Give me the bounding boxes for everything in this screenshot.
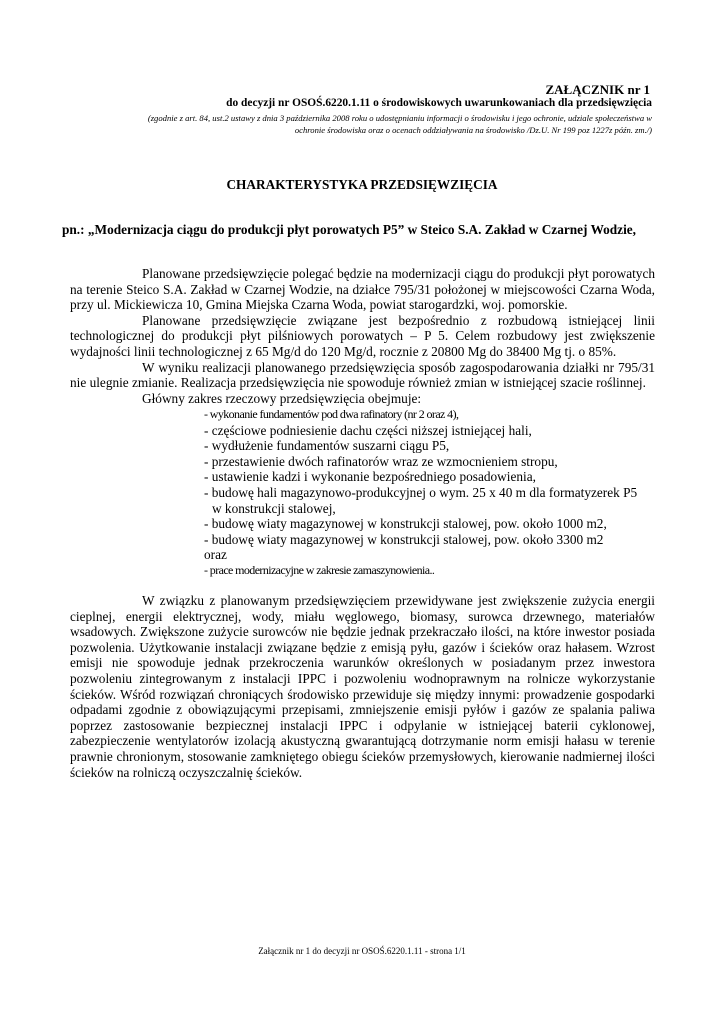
list-item: - budowę wiaty magazynowej w konstrukcji stalowej, pow. około 1000 m2, <box>204 516 607 532</box>
environmental-impact-section <box>70 593 655 780</box>
list-item: - budowę hali magazynowo-produkcyjnej o wym. 25 x 40 m dla formatyzerek P5 <box>204 484 638 500</box>
attachment-subtitle: do decyzji nr OSOŚ.6220.1.11 o środowiskowych uwarunkowaniach dla przedsięwzięcia <box>226 97 652 109</box>
paragraph-land-use: W wyniku realizacji planowanego przedsięwzięcia sposób zagospodarowania działki nr 795/31 nie ulegnie zmianie. Realizacja przedsięwzięcia nie spowoduje również zmian w istniejącej szacie roślinnej. <box>70 359 655 391</box>
list-item: - przestawienie dwóch rafinatorów wraz ze wzmocnieniem stropu, <box>204 453 558 469</box>
list-item: - ustawienie kadzi i wykonanie bezpośredniego posadowienia, <box>204 469 536 485</box>
list-item: - prace modernizacyjne w zakresie zamaszynowienia.. <box>204 562 435 577</box>
list-item: - budowę wiaty magazynowej w konstrukcji stalowej, pow. około 3300 m2 <box>204 531 604 547</box>
attachment-title: ZAŁĄCZNIK nr 1 <box>545 82 650 97</box>
description-section <box>70 266 655 406</box>
document-title: CHARAKTERYSTYKA PRZEDSIĘWZIĘCIA <box>226 177 498 192</box>
paragraph-purpose: Planowane przedsięwzięcie związane jest bezpośrednio z rozbudową istniejącej linii technologicznej do produkcji płyt pilśniowych porowatych – P 5. Celem rozbudowy jest zwiększenie wydajności linii technologicznej z 65 Mg/d do 120 Mg/d, rocznie z 20800 Mg do 38400 Mg tj. o 85%. <box>70 312 655 359</box>
legal-basis-note <box>52 112 652 136</box>
paragraph-scope-intro: Główny zakres rzeczowy przedsięwzięcia obejmuje: <box>142 390 422 406</box>
legal-note-line-2: ochronie środowiska oraz o ocenach oddziaływania na środowisko /Dz.U. Nr 199 poz 1227z późn. zm./) <box>294 125 652 135</box>
legal-note-line-1: (zgodnie z art. 84, ust.2 ustawy z dnia 3 października 2008 roku o udostępnianiu informacji o środowisku i jego ochronie, udziale społeczeństwa w <box>147 113 652 123</box>
project-name: pn.: „Modernizacja ciągu do produkcji płyt porowatych P5” w Steico S.A. Zakład w Czarnej Wodzie, <box>62 222 636 237</box>
list-item: - wykonanie fundamentów pod dwa rafinatory (nr 2 oraz 4), <box>204 407 459 421</box>
scope-list <box>204 407 674 579</box>
paragraph-environmental-impact: W związku z planowanym przedsięwzięciem przewidywane jest zwiększenie zużycia energii cieplnej, energii elektrycznej, wody, miału węglowego, biomasy, surowca drzewnego, materiałów wsadowych. Zwiększone zużycie surowców nie będzie jednak przekraczało ilości, na które inwestor posiada pozwolenia. Użytkowanie instalacji związane będzie z emisją pyłu, gazów i ścieków oraz hałasem. Wzrost emisji nie spowoduje jednak przekroczenia warunków określonych w posiadanym przez inwestora pozwoleniu zintegrowanym z instalacji IPPC i pozwoleniu wodnoprawnym na rolnicze wykorzystanie ścieków. Wśród rozwiązań chroniących środowisko przewiduje się między innymi: prowadzenie gospodarki odpadami zgodnie z obowiązującymi przepisami, zmniejszenie emisji pyłów i gazów ze spalania paliwa poprzez zastosowanie bezpiecznej instalacji IPPC i odpylanie w istniejącej baterii cyklonowej, zabezpieczenie wentylatorów izolacją akustyczną gwarantującą dotrzymanie norm emisji hałasu w terenie prawnie chronionym, stosowanie zamkniętego obiegu ścieków przemysłowych, kierowanie nadmiernej ilości ścieków na rolniczą oczyszczalnię ścieków. <box>70 593 655 780</box>
paragraph-location: Planowane przedsięwzięcie polegać będzie na modernizacji ciągu do produkcji płyt porowatych na terenie Steico S.A. Zakład w Czarnej Wodzie, na działce 795/31 położonej w miejscowości Czarna Woda, przy ul. Mickiewicza 10, Gmina Miejska Czarna Woda, powiat starogardzki, woj. pomorskie. <box>70 266 655 313</box>
page-footer: Załącznik nr 1 do decyzji nr OSOŚ.6220.1.11 - strona 1/1 <box>258 946 466 956</box>
list-item: - częściowe podniesienie dachu części niższej istniejącej hali, <box>204 422 532 438</box>
list-item: w konstrukcji stalowej, <box>212 500 336 516</box>
list-item: - wydłużenie fundamentów suszarni ciągu P5, <box>204 438 450 454</box>
list-item: oraz <box>204 547 227 563</box>
